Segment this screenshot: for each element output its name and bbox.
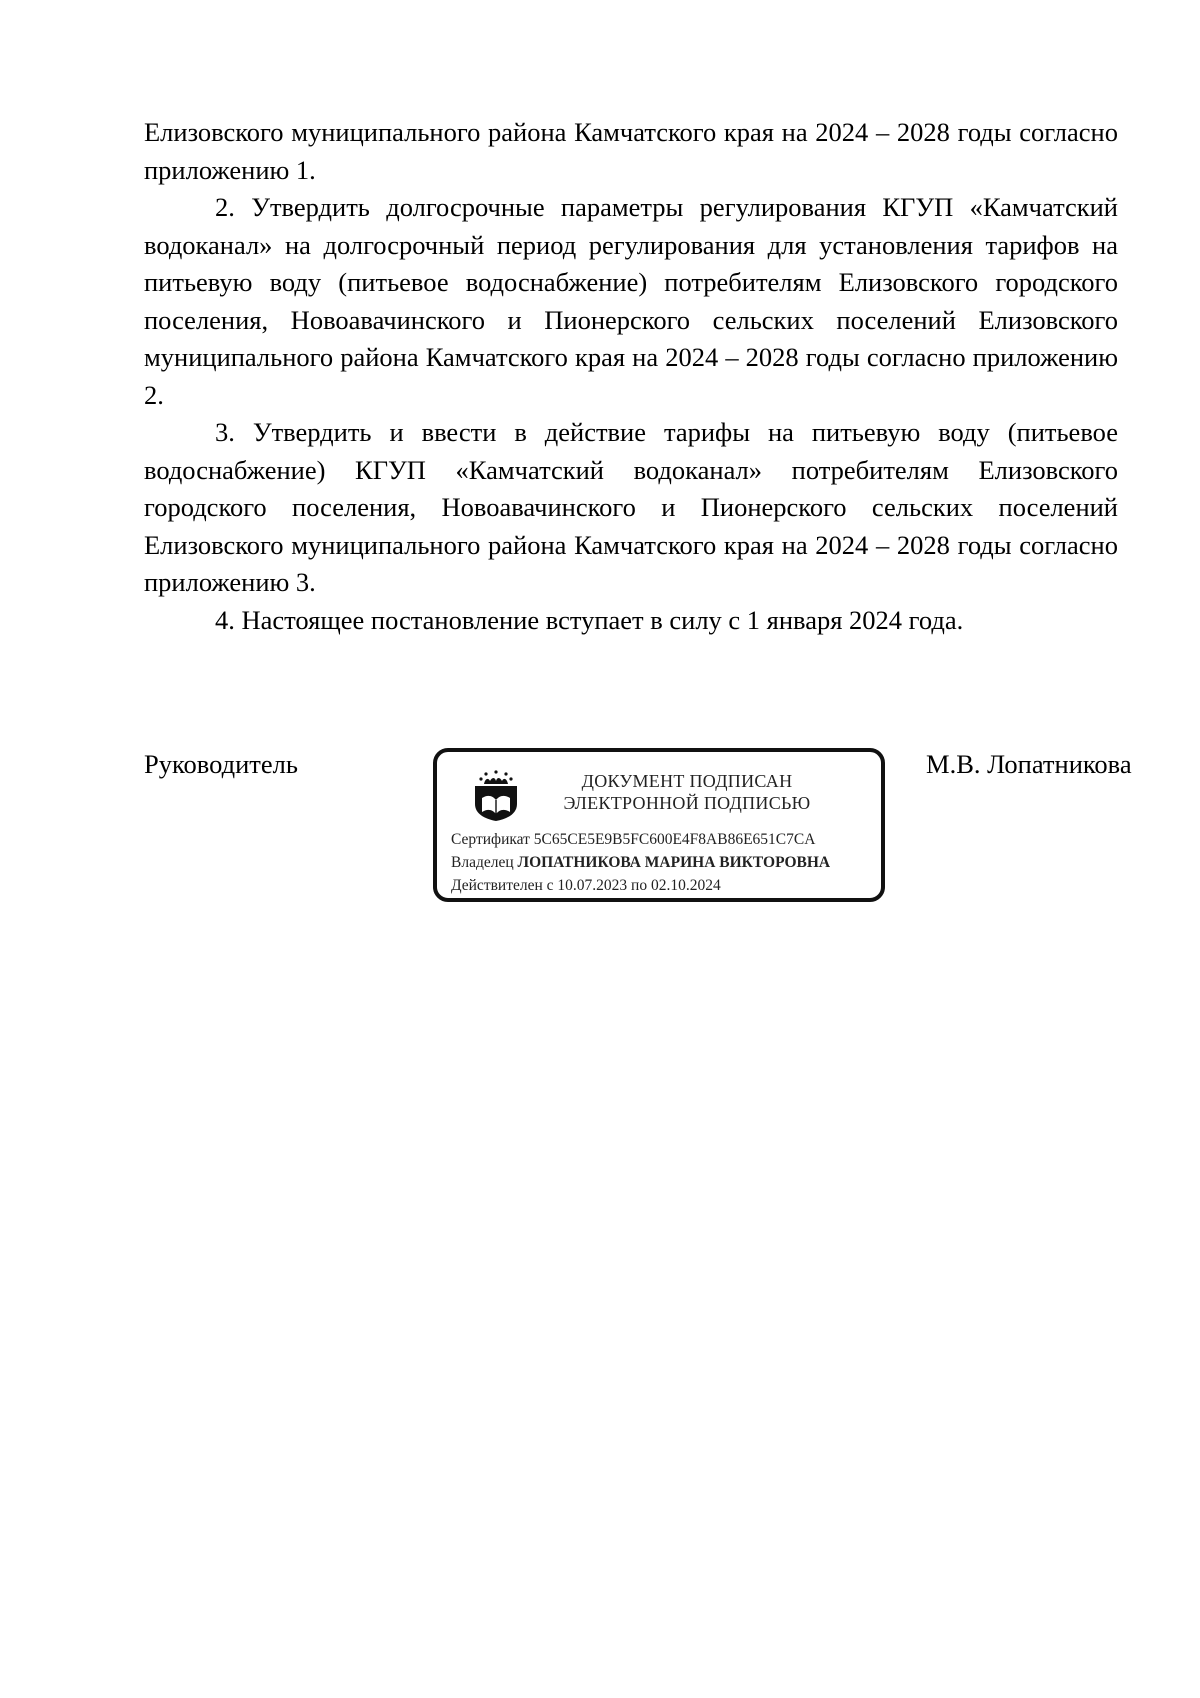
stamp-title-line-1: ДОКУМЕНТ ПОДПИСАН [581, 771, 793, 791]
document-body [144, 114, 1118, 639]
stamp-title-line-2: ЭЛЕКТРОННОЙ ПОДПИСЬЮ [563, 793, 811, 813]
paragraph-item-4: 4. Настоящее постановление вступает в силу с 1 января 2024 года. [215, 604, 964, 635]
paragraph-continuation: Елизовского муниципального района Камчатского края на 2024 – 2028 годы согласно приложению 1. [144, 117, 1118, 185]
stamp-valid-to: 02.10.2024 [650, 877, 721, 894]
electronic-signature-stamp [433, 748, 885, 902]
signatory-name: М.В. Лопатникова [926, 749, 1132, 779]
signatory-role: Руководитель [144, 749, 298, 779]
paragraph-item-3: 3. Утвердить и ввести в действие тарифы на питьевую воду (питьевое водоснабжение) КГУП «Камчатский водоканал» потребителям Елизовского городского поселения, Новоавачинского и Пионерского сельских поселений Елизовского муниципального района Камчатского края на 2024 – 2028 годы согласно приложению 3. [144, 417, 1118, 597]
stamp-owner-label: Владелец [451, 854, 514, 871]
stamp-valid-from-prefix: с [546, 877, 554, 894]
coat-of-arms-icon [471, 770, 521, 822]
stamp-valid-from: 10.07.2023 [557, 877, 628, 894]
stamp-certificate [451, 830, 815, 850]
stamp-owner-value: ЛОПАТНИКОВА МАРИНА ВИКТОРОВНА [517, 854, 831, 871]
stamp-valid-label: Действителен [451, 877, 543, 894]
stamp-certificate-label: Сертификат [451, 831, 530, 848]
stamp-valid-to-prefix: по [631, 877, 648, 894]
paragraph-item-2: 2. Утвердить долгосрочные параметры регулирования КГУП «Камчатский водоканал» на долгосрочный период регулирования для установления тарифов на питьевую воду (питьевое водоснабжение) потребителям Елизовского городского поселения, Новоавачинского и Пионерского сельских поселений Елизовского муниципального района Камчатского края на 2024 – 2028 годы согласно приложению 2. [144, 192, 1118, 410]
stamp-title [537, 770, 837, 814]
stamp-validity [451, 876, 721, 896]
stamp-owner [451, 853, 830, 873]
stamp-certificate-value: 5C65CE5E9B5FC600E4F8AB86E651C7CA [533, 831, 816, 848]
